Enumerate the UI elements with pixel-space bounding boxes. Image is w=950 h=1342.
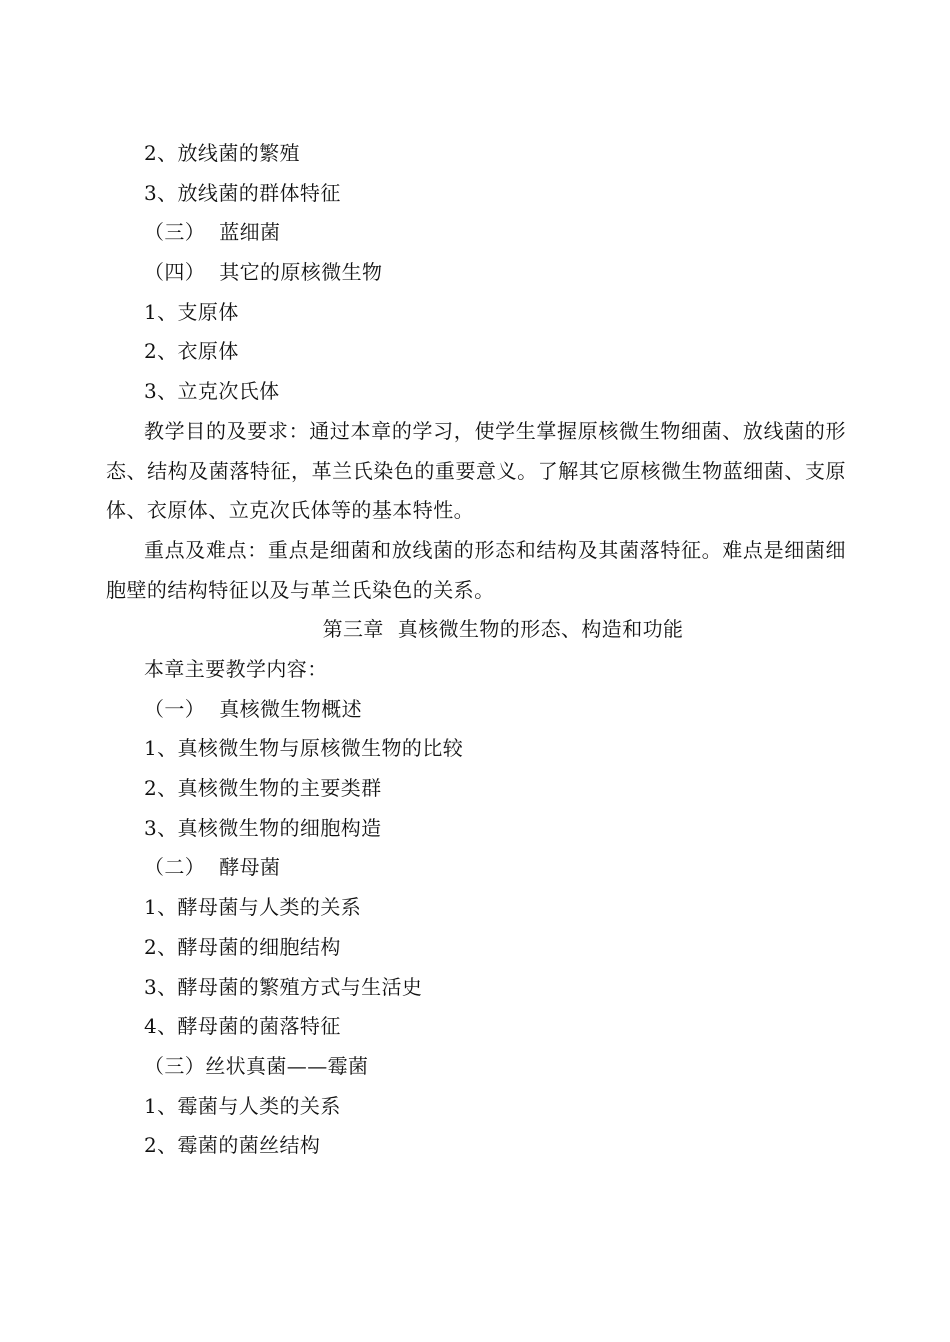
list-item: 2、酵母菌的细胞结构 [144, 934, 341, 959]
section-title: 其它的原核微生物 [219, 260, 383, 285]
list-item: 1、霉菌与人类的关系 [144, 1093, 341, 1118]
key-points-paragraph: 重点及难点：重点是细菌和放线菌的形态和结构及其菌落特征。难点是细菌细胞壁的结构特征以及与革兰氏染色的关系。 [106, 537, 846, 602]
section-number: （四） [144, 260, 206, 285]
list-item: 2、放线菌的繁殖 [144, 141, 300, 165]
chapter-heading [106, 610, 846, 650]
section-heading [106, 690, 846, 730]
list-item: 3、放线菌的群体特征 [144, 180, 341, 205]
section-title: 酵母菌 [219, 855, 281, 880]
chapter-number: 第三章 [322, 617, 384, 642]
chapter-title: 真核微生物的形态、构造和功能 [397, 617, 684, 642]
section-title: 真核微生物概述 [219, 696, 363, 721]
list-item: 2、霉菌的菌丝结构 [144, 1133, 321, 1158]
section-title: 蓝细菌 [219, 220, 281, 245]
section-heading [106, 848, 846, 888]
list-item: 3、酵母菌的繁殖方式与生活史 [144, 974, 423, 999]
list-item: 3、立克次氏体 [144, 379, 280, 404]
list-item: 4、酵母菌的菌落特征 [144, 1014, 341, 1039]
chapter-intro: 本章主要教学内容： [144, 657, 328, 682]
list-item: 1、酵母菌与人类的关系 [144, 895, 362, 920]
section-number: （二） [144, 855, 206, 880]
section-heading [106, 213, 846, 253]
document-content [106, 134, 846, 1166]
section-number: （三） [144, 220, 206, 245]
section-number: （一） [144, 696, 206, 721]
list-item: 2、真核微生物的主要类群 [144, 776, 382, 801]
objectives-paragraph: 教学目的及要求：通过本章的学习，使学生掌握原核微生物细菌、放线菌的形态、结构及菌落特征，革兰氏染色的重要意义。了解其它原核微生物蓝细菌、支原体、衣原体、立克次氏体等的基本特性。 [106, 418, 846, 523]
section-heading: （三）丝状真菌——霉菌 [144, 1053, 369, 1078]
list-item: 1、支原体 [144, 299, 239, 324]
section-heading [106, 253, 846, 293]
list-item: 2、衣原体 [144, 339, 239, 364]
list-item: 1、真核微生物与原核微生物的比较 [144, 736, 464, 761]
list-item: 3、真核微生物的细胞构造 [144, 815, 382, 840]
